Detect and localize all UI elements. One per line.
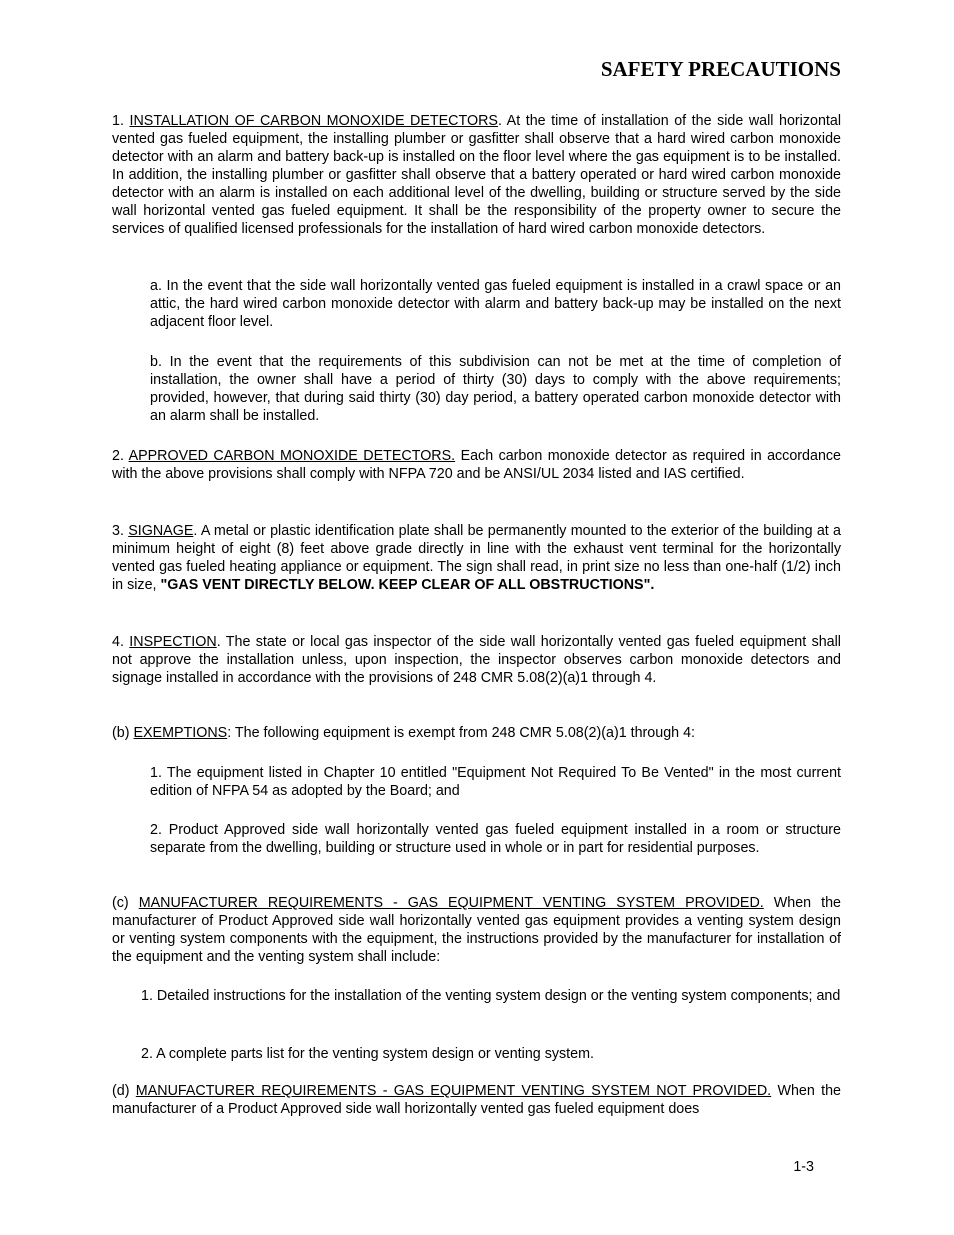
section-3-heading: SIGNAGE — [128, 523, 194, 539]
section-4-heading: INSPECTION — [129, 634, 217, 650]
section-1-heading: INSTALLATION OF CARBON MONOXIDE DETECTORS — [129, 113, 498, 129]
section-c-number: (c) — [112, 895, 129, 911]
section-4-number: 4. — [112, 634, 124, 650]
section-c2-paragraph: 2. A complete parts list for the venting system design or venting system. — [141, 1046, 594, 1062]
page-number: 1-3 — [793, 1159, 814, 1175]
section-4-text: . The state or local gas inspector of the side wall horizontally vented gas fueled equipment shall not approve the installation unless, upon inspection, the inspector observes carbon monoxide detectors and signage installed in accordance with the provisions of 248 CMR 5.08(2)(a)1 through 4. — [112, 634, 841, 686]
section-c-text: When the manufacturer of Product Approved side wall horizontally vented gas equipment provides a venting system design or venting system components with the equipment, the instructions provided by the manufacturer for installation of the equipment and the venting system shall include: — [112, 895, 841, 965]
section-2-text: Each carbon monoxide detector as required in accordance with the above provisions shall comply with NFPA 720 and be ANSI/UL 2034 listed and IAS certified. — [112, 448, 842, 482]
section-1a-paragraph: a. In the event that the side wall horizontally vented gas fueled equipment is installed in a crawl space or an attic, the hard wired carbon monoxide detector with alarm and battery back-up may be installed on the next adjacent floor level. — [150, 278, 841, 330]
section-3-sign-text: "GAS VENT DIRECTLY BELOW. KEEP CLEAR OF ALL OBSTRUCTIONS". — [160, 577, 655, 593]
section-d-number: (d) — [112, 1083, 130, 1099]
section-b2-paragraph: 2. Product Approved side wall horizontally vented gas fueled equipment installed in a room or structure separate from the dwelling, building or structure used in whole or in part for residential purposes. — [150, 822, 841, 856]
section-2-heading: APPROVED CARBON MONOXIDE DETECTORS. — [128, 448, 456, 464]
section-b-number: (b) — [112, 725, 130, 741]
section-d-heading: MANUFACTURER REQUIREMENTS - GAS EQUIPMENT VENTING SYSTEM NOT PROVIDED. — [135, 1083, 772, 1099]
section-d-text: When the manufacturer of a Product Approved side wall horizontally vented gas fueled equipment does — [112, 1083, 841, 1117]
page-title: SAFETY PRECAUTIONS — [600, 57, 841, 81]
section-1b-paragraph: b. In the event that the requirements of this subdivision can not be met at the time of completion of installation, the owner shall have a period of thirty (30) days to comply with the above requirements; provided, however, that during said thirty (30) day period, a battery operated carbon monoxide detector with an alarm shall be installed. — [150, 354, 841, 424]
section-c1-paragraph: 1. Detailed instructions for the installation of the venting system design or the venting system components; and — [141, 988, 841, 1004]
section-3-number: 3. — [112, 523, 124, 539]
section-3-text: . A metal or plastic identification plate shall be permanently mounted to the exterior of the building at a minimum height of eight (8) feet above grade directly in line with the exhaust vent terminal for the horizontally vented gas fueled heating appliance or equipment. The sign shall read, in print size no less than one-half (1/2) inch in size, — [112, 523, 841, 593]
section-c-paragraph — [112, 894, 841, 966]
section-3-paragraph — [112, 522, 841, 594]
section-4-paragraph — [112, 633, 841, 687]
section-2-paragraph — [112, 447, 841, 483]
section-1-number: 1. — [112, 113, 124, 129]
section-b-paragraph — [112, 724, 841, 742]
section-2-number: 2. — [112, 448, 124, 464]
section-c-heading: MANUFACTURER REQUIREMENTS - GAS EQUIPMENT VENTING SYSTEM PROVIDED. — [138, 895, 764, 911]
section-d-paragraph — [112, 1082, 841, 1118]
section-b-heading: EXEMPTIONS — [133, 725, 228, 741]
section-b-text: : The following equipment is exempt from 248 CMR 5.08(2)(a)1 through 4: — [227, 725, 696, 741]
section-1-text: . At the time of installation of the side wall horizontal vented gas fueled equipment, the installing plumber or gasfitter shall observe that a hard wired carbon monoxide detector with an alarm and battery back-up is installed on the floor level where the gas equipment is to be installed. In addition, the installing plumber or gasfitter shall observe that a battery operated or hard wired carbon monoxide detector with an alarm is installed on each additional level of the dwelling, building or structure served by the side wall horizontal vented gas fueled equipment. It shall be the responsibility of the property owner to secure the services of qualified licensed professionals for the installation of hard wired carbon monoxide detectors. — [112, 113, 842, 237]
section-1-paragraph — [112, 112, 841, 238]
section-b1-paragraph: 1. The equipment listed in Chapter 10 entitled "Equipment Not Required To Be Vented" in the most current edition of NFPA 54 as adopted by the Board; and — [150, 765, 841, 799]
